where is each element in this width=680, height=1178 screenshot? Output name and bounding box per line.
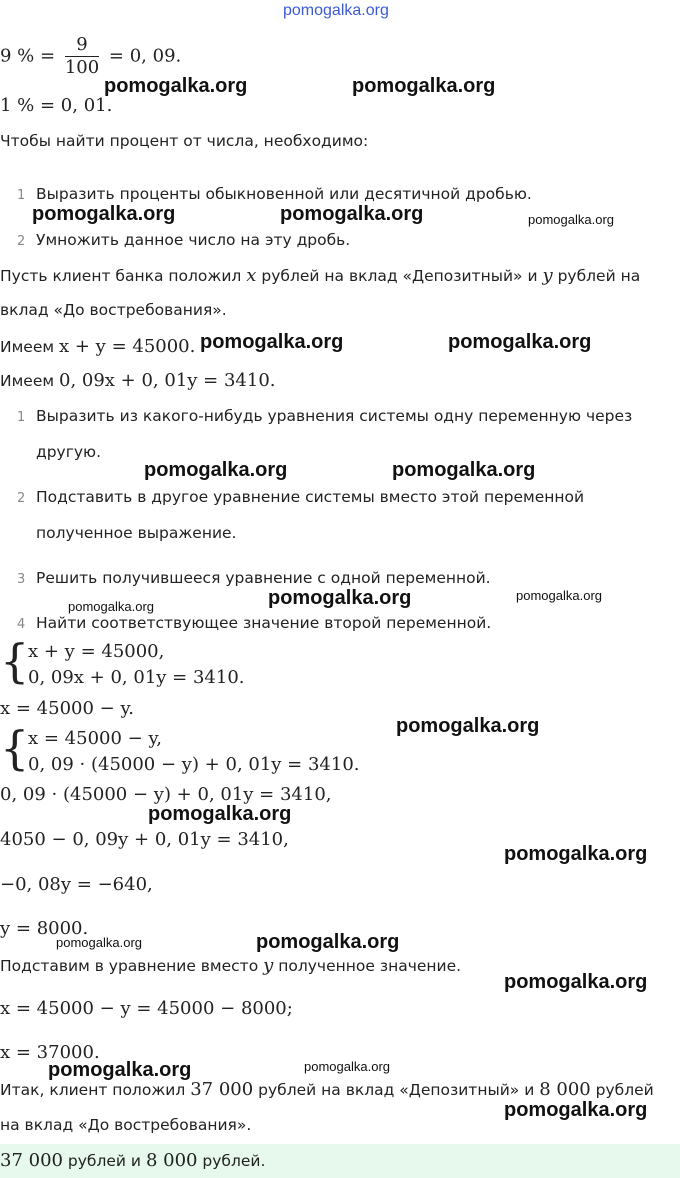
formula-left: 9 % = <box>0 45 56 67</box>
watermark: pomogalka.org <box>200 331 344 353</box>
amount-1: 37 000 <box>190 1079 254 1100</box>
system-eq-2: 0, 09x + 0, 01y = 3410. <box>28 667 245 688</box>
text-segment: рублей на вклад «Депозитный» и <box>261 267 538 285</box>
paragraph-conclusion-cont: на вклад «До востребования». <box>0 1116 252 1134</box>
watermark-small: pomogalka.org <box>56 935 142 950</box>
list-item-text: Умножить данное число на эту дробь. <box>36 231 351 249</box>
have-line-2 <box>0 370 276 391</box>
text-segment: Пусть клиент банка положил <box>0 267 242 285</box>
text-segment: рублей <box>595 1081 654 1099</box>
paragraph-substitute <box>0 955 461 976</box>
watermark: pomogalka.org <box>392 459 536 481</box>
watermark-small: pomogalka.org <box>68 599 154 614</box>
list-item-text: Решить получившееся уравнение с одной переменной. <box>36 569 491 587</box>
list-number: 2 <box>17 234 26 249</box>
list-number: 2 <box>17 491 26 506</box>
fraction-denominator: 100 <box>64 57 100 78</box>
watermark: pomogalka.org <box>504 971 648 993</box>
variable-y: y <box>542 265 553 286</box>
list-item-text: Выразить из какого-нибудь уравнения системы одну переменную через <box>36 407 633 425</box>
system-eq-1: x + y = 45000, <box>28 641 165 662</box>
watermark: pomogalka.org <box>268 587 412 609</box>
list-number: 1 <box>17 410 26 425</box>
formula-1-percent: 1 % = 0, 01. <box>0 95 113 116</box>
formula-9-percent <box>0 34 181 79</box>
text-segment: полученное значение. <box>278 957 462 975</box>
watermark: pomogalka.org <box>280 203 424 225</box>
watermark: pomogalka.org <box>504 843 648 865</box>
have-label: Имеем <box>0 338 55 356</box>
text-segment: рублей на <box>557 267 641 285</box>
text-segment: Подставим в уравнение вместо <box>0 957 259 975</box>
equation: 0, 09 · (45000 − y) + 0, 01y = 3410, <box>0 784 332 805</box>
text-segment: рублей на вклад «Депозитный» и <box>258 1081 535 1099</box>
watermark: pomogalka.org <box>144 459 288 481</box>
text-segment: рублей и <box>67 1152 142 1170</box>
equation: 4050 − 0, 09y + 0, 01y = 3410, <box>0 829 289 850</box>
top-watermark: pomogalka.org <box>283 2 389 19</box>
system-eq-1: x = 45000 − y, <box>28 728 162 749</box>
have-label: Имеем <box>0 372 55 390</box>
system-brace: { <box>0 634 30 688</box>
paragraph-let-cont: вклад «До востребования». <box>0 301 227 319</box>
list-item-text: Найти соответствующее значение второй переменной. <box>36 614 492 632</box>
have-formula: x + y = 45000. <box>59 336 196 357</box>
watermark: pomogalka.org <box>148 803 292 825</box>
text-segment: рублей. <box>202 1152 266 1170</box>
equation: y = 8000. <box>0 918 89 939</box>
watermark: pomogalka.org <box>104 75 248 97</box>
list-item-text: другую. <box>36 443 102 461</box>
fraction-numerator: 9 <box>76 34 88 55</box>
list-number: 4 <box>17 617 26 632</box>
text-segment: Итак, клиент положил <box>0 1081 186 1099</box>
watermark-small: pomogalka.org <box>516 588 602 603</box>
paragraph-intro: Чтобы найти процент от числа, необходимо: <box>0 132 369 150</box>
system-eq-2: 0, 09 · (45000 − y) + 0, 01y = 3410. <box>28 754 360 775</box>
variable-x: x <box>246 265 257 286</box>
watermark: pomogalka.org <box>256 931 400 953</box>
list-number: 3 <box>17 572 26 587</box>
watermark: pomogalka.org <box>352 75 496 97</box>
list-item-text: полученное выражение. <box>36 524 237 542</box>
equation: x = 45000 − y = 45000 − 8000; <box>0 998 293 1019</box>
answer-box <box>0 1144 680 1178</box>
paragraph-let <box>0 265 640 286</box>
list-number: 1 <box>17 188 26 203</box>
fraction <box>65 34 99 79</box>
list-item-text: Выразить проценты обыкновенной или десятичной дробью. <box>36 185 532 203</box>
watermark-small: pomogalka.org <box>528 212 614 227</box>
watermark: pomogalka.org <box>448 331 592 353</box>
have-line-1 <box>0 336 195 357</box>
paragraph-conclusion <box>0 1079 654 1100</box>
watermark: pomogalka.org <box>48 1059 192 1081</box>
have-formula: 0, 09x + 0, 01y = 3410. <box>59 370 276 391</box>
watermark: pomogalka.org <box>504 1099 648 1121</box>
equation: −0, 08y = −640, <box>0 874 153 895</box>
system-brace: { <box>0 721 30 775</box>
answer-text <box>0 1150 265 1171</box>
list-item-text: Подставить в другое уравнение системы вместо этой переменной <box>36 488 585 506</box>
equation: x = 45000 − y. <box>0 698 134 719</box>
variable-y: y <box>263 955 274 976</box>
watermark: pomogalka.org <box>32 203 176 225</box>
equation: x = 37000. <box>0 1042 100 1063</box>
watermark: pomogalka.org <box>396 715 540 737</box>
answer-amount-2: 8 000 <box>145 1150 198 1171</box>
formula-right: = 0, 09. <box>108 45 182 67</box>
amount-2: 8 000 <box>539 1079 591 1100</box>
watermark-small: pomogalka.org <box>304 1059 390 1074</box>
answer-amount-1: 37 000 <box>0 1150 63 1171</box>
